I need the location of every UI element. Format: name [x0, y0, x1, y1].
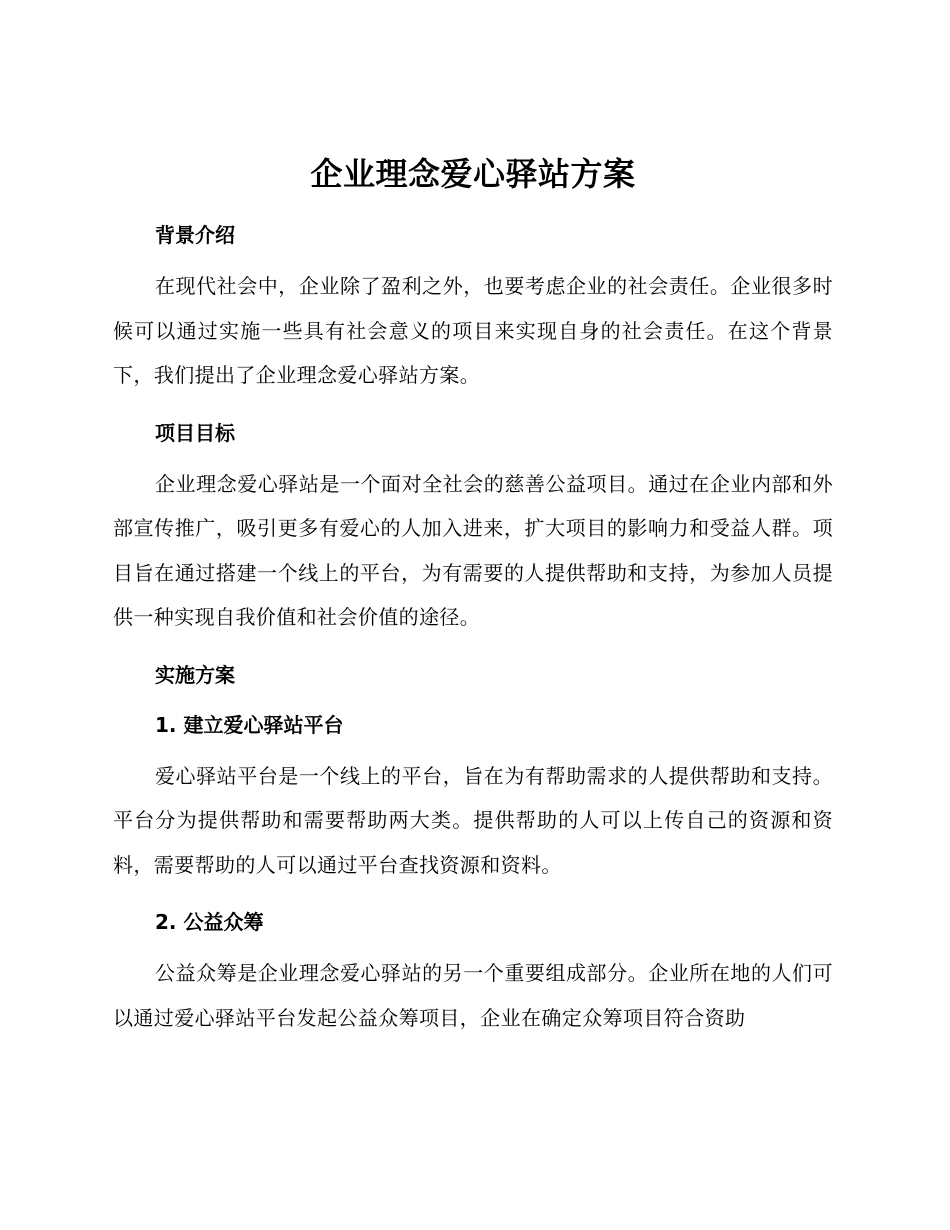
- section-heading-goal: 项目目标: [155, 420, 235, 445]
- paragraph-goal: 企业理念爱心驿站是一个面对全社会的慈善公益项目。通过在企业内部和外部宣传推广，吸引更多有爱心的人加入进来，扩大项目的影响力和受益人群。项目旨在通过搭建一个线上的平台，为有需要的人提供帮助和支持，为参加人员提供一种实现自我价值和社会价值的途径。: [113, 471, 833, 629]
- subsection-heading-crowdfunding: 2. 公益众筹: [155, 910, 264, 934]
- section-heading-implementation: 实施方案: [155, 662, 235, 687]
- document-page: [113, 148, 833, 1040]
- document-title: 企业理念爱心驿站方案: [310, 155, 636, 193]
- paragraph-crowdfunding: 公益众筹是企业理念爱心驿站的另一个重要组成部分。企业所在地的人们可以通过爱心驿站平台发起公益众筹项目，企业在确定众筹项目符合资助: [113, 961, 833, 1030]
- section-heading-background: 背景介绍: [155, 223, 235, 247]
- paragraph-background: 在现代社会中，企业除了盈利之外，也要考虑企业的社会责任。企业很多时候可以通过实施一些具有社会意义的项目来实现自身的社会责任。在这个背景下，我们提出了企业理念爱心驿站方案。: [113, 274, 833, 387]
- paragraph-platform: 爱心驿站平台是一个线上的平台，旨在为有帮助需求的人提供帮助和支持。平台分为提供帮助和需要帮助两大类。提供帮助的人可以上传自己的资源和资料，需要帮助的人可以通过平台查找资源和资料。: [113, 763, 833, 877]
- subsection-heading-platform: 1. 建立爱心驿站平台: [155, 712, 344, 737]
